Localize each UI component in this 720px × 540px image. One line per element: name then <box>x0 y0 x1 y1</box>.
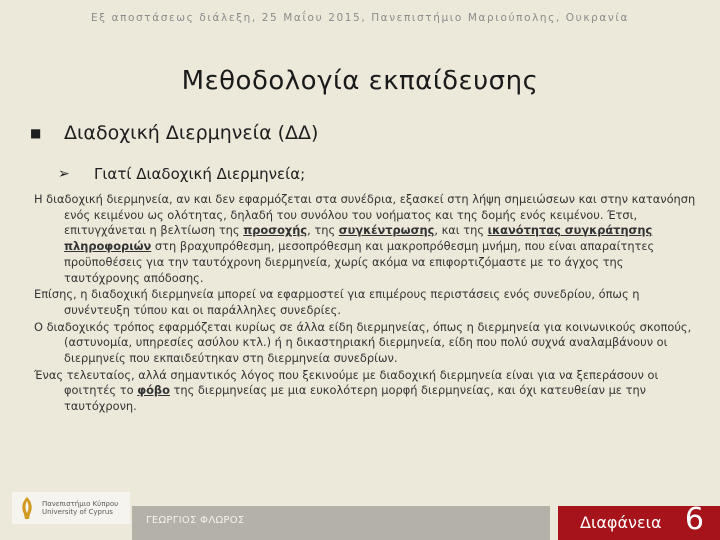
bullet-level1-text: Διαδοχική Διερμηνεία (ΔΔ) <box>64 122 319 144</box>
logo-text <box>42 500 118 517</box>
paragraph-4-text-c: της διερμηνείας με μια ευκολότερη μορφή διερμηνείας, και όχι κατευθείαν με την ταυτόχρονη. <box>64 383 647 414</box>
emphasis-concentration: συγκέντρωσης <box>338 223 435 238</box>
square-bullet-icon: ■ <box>30 126 42 140</box>
slide-number: 6 <box>684 502 704 537</box>
slide-body <box>34 192 696 416</box>
paragraph-2: Επίσης, η διαδοχική διερμηνεία μπορεί να εφαρμοστεί για επιμέρους περιστάσεις ενός συνεδρίου, όπως η συνέντευξη τύπου και οι παράλληλες συνεδρίες. <box>34 287 640 317</box>
logo-text-english: University of Cyprus <box>42 508 113 516</box>
author-name: ΓΕΩΡΓΙΟΣ ΦΛΩΡΟΣ <box>146 515 245 526</box>
paragraph-4-text-a: Ένας τελευταίος, αλλά σημαντικός λόγος που ξεκινούμε με διαδοχική διερμηνεία είναι για να ξεπεράσουν οι φοιτητές το <box>34 367 659 398</box>
footer-author-bar <box>132 506 550 540</box>
paragraph-3: Ο διαδοχικός τρόπος εφαρμόζεται κυρίως σε άλλα είδη διερμηνείας, όπως η διερμηνεία για κοινωνικούς σκοπούς, (αστυνομία, υπηρεσίες ασύλου κτλ.) ή η δικαστηριακή διερμηνεία, είδη που πολύ συχνά αναλαμβάνουν οι διερμηνείς που εκπαιδεύτηκαν στη διερμηνεία συνεδρίων. <box>34 319 692 366</box>
footer-slide-indicator <box>558 502 720 540</box>
slide-footer <box>0 492 720 540</box>
bullet-level2 <box>58 165 690 183</box>
slide-title: Μεθοδολογία εκπαίδευσης <box>181 66 539 96</box>
lecture-info-header: Εξ αποστάσεως διάλεξη, 25 Μαΐου 2015, Πανεπιστήμιο Μαριούπολης, Ουκρανία <box>90 12 630 24</box>
university-logo <box>12 492 130 524</box>
bullet-level2-text: Γιατί Διαδοχική Διερμηνεία; <box>94 165 306 183</box>
emphasis-retention: ικανότητας συγκράτησης πληροφοριών <box>64 223 653 254</box>
university-emblem-icon <box>18 496 36 520</box>
paragraph-1-text-e: στη βραχυπρόθεσμη, μεσοπρόθεσμη και μακροπρόθεσμη μνήμη, που είναι απαραίτητες προϋποθέσεις για την ταυτόχρονη διερμηνεία, χωρίς ακόμα να επιφορτιζόμαστε με το άγχος της ταυτόχρονης απόδοσης. <box>64 239 655 285</box>
emphasis-attention: προσοχής <box>243 223 308 238</box>
paragraph-4 <box>34 368 696 415</box>
bullet-level1 <box>30 122 690 144</box>
paragraph-1-text-a: Η διαδοχική διερμηνεία, αν και δεν εφαρμόζεται στα συνέδρια, εξασκεί στη λήψη σημειώσεων και στην κατανόηση ενός κειμένου ως ολότητας, δηλαδή του συνόλου του νοήματος και της δομής ενός κειμένου. Έτσι, επιτυγχάνεται η βελτίωση της <box>34 192 696 238</box>
paragraph-1-text-c: , της <box>307 223 339 238</box>
slide-label: Διαφάνεια <box>580 513 662 532</box>
emphasis-fear: φόβο <box>137 383 170 398</box>
paragraph-1-text-d: , και της <box>434 223 488 238</box>
logo-text-greek: Πανεπιστήμιο Κύπρου <box>42 499 119 508</box>
paragraph-1 <box>34 192 696 286</box>
arrow-bullet-icon: ➢ <box>58 166 70 182</box>
